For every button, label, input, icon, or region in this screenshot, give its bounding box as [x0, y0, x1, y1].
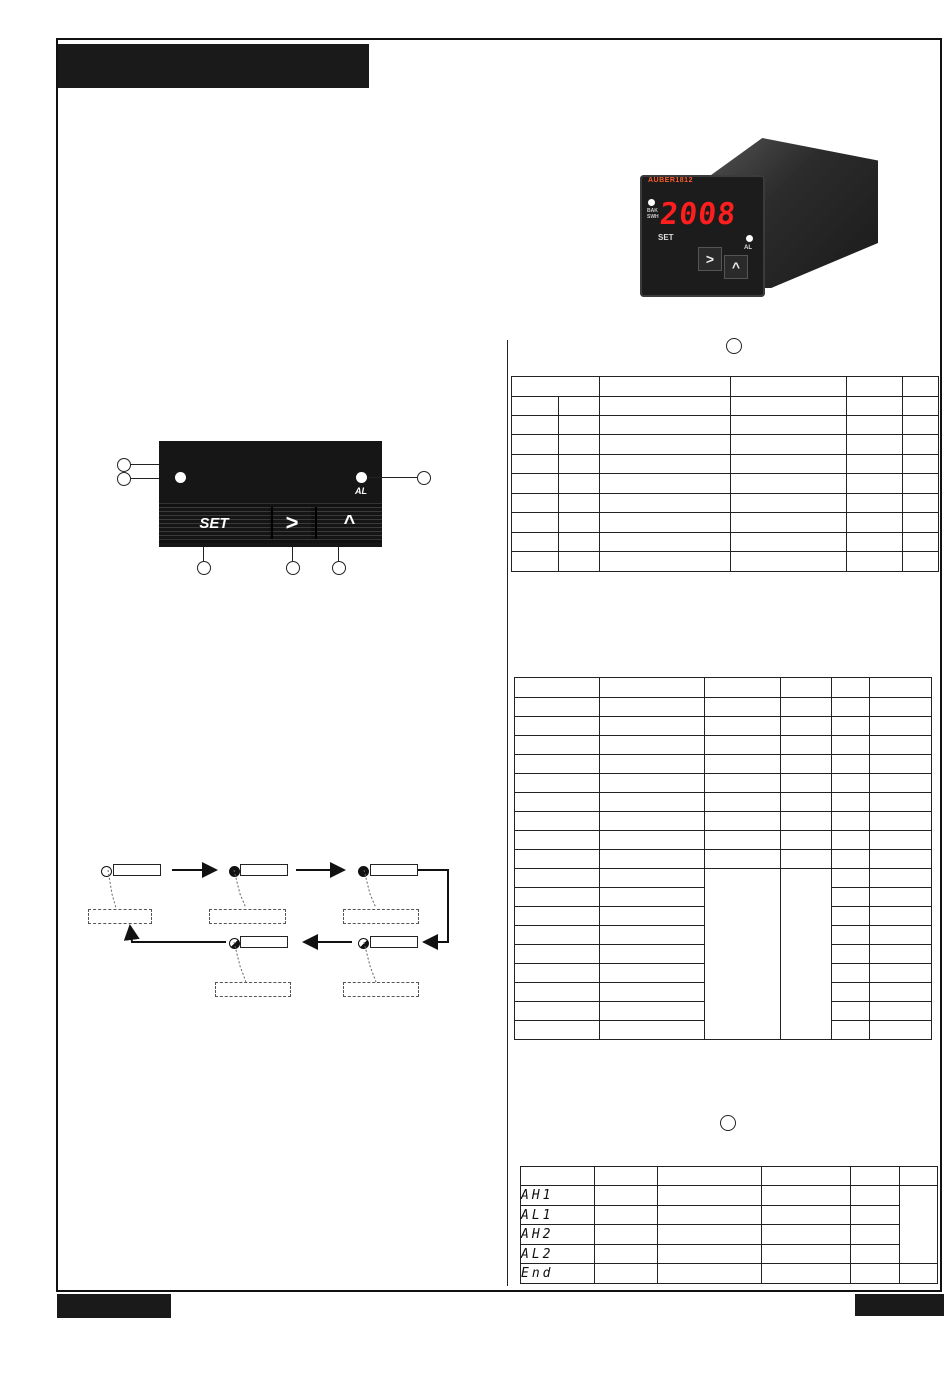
flow-arrows	[80, 850, 460, 1010]
callout-marker	[197, 561, 211, 575]
photo-al-label: AL	[744, 245, 752, 251]
table-row	[521, 1186, 938, 1206]
table-row	[515, 717, 932, 736]
section-marker	[720, 1115, 736, 1131]
shift-arrow-icon: >	[285, 510, 299, 535]
alarm-parameter-table	[520, 1166, 938, 1284]
table-row	[515, 698, 932, 717]
photo-shift-symbol: >	[705, 251, 715, 267]
table-row	[512, 474, 939, 494]
table-row	[515, 736, 932, 755]
callout-line	[292, 547, 293, 561]
parameter-code: AH2	[521, 1225, 595, 1245]
key-strip	[159, 503, 382, 543]
table-row	[512, 552, 939, 572]
callout-line	[338, 547, 339, 561]
photo-up-key	[724, 255, 748, 279]
table-header-row	[512, 377, 939, 397]
table-row	[521, 1206, 938, 1225]
footer-left-bar	[57, 1294, 171, 1318]
table-row	[515, 755, 932, 774]
photo-led-icon	[648, 199, 655, 206]
parameter-table-2	[514, 677, 932, 1040]
table-row	[512, 416, 939, 435]
callout-marker	[117, 472, 131, 486]
table-row	[512, 513, 939, 533]
alarm-led-label: AL	[355, 486, 367, 496]
table-row	[515, 812, 932, 831]
table-row	[512, 533, 939, 552]
parameter-table-1	[511, 376, 939, 572]
table-row	[512, 435, 939, 455]
photo-front-panel	[640, 175, 765, 297]
callout-marker	[286, 561, 300, 575]
table-row	[512, 397, 939, 416]
column-divider	[507, 340, 508, 1286]
table-row	[515, 869, 932, 888]
photo-shift-key	[698, 247, 722, 271]
parameter-code: AL1	[521, 1206, 595, 1225]
table-row	[515, 793, 932, 812]
callout-marker	[117, 458, 131, 472]
photo-led-label-line2: SWH	[647, 214, 659, 220]
table-row	[515, 850, 932, 869]
table-row	[512, 494, 939, 513]
photo-led-label	[647, 208, 659, 220]
photo-brand-label: AUBER1812	[648, 177, 693, 184]
table-row	[515, 831, 932, 850]
up-key[interactable]	[315, 507, 382, 539]
table-row	[521, 1225, 938, 1245]
section-title-bar	[58, 44, 369, 88]
parameter-code: AL2	[521, 1245, 595, 1264]
callout-line	[368, 477, 418, 478]
photo-led-label-line1: BAK	[647, 208, 658, 214]
callout-marker	[417, 471, 431, 485]
shift-key[interactable]	[271, 507, 311, 539]
table-header-row	[521, 1167, 938, 1186]
photo-up-symbol: ^	[731, 259, 741, 275]
callout-line	[203, 547, 204, 561]
set-key[interactable]	[159, 507, 269, 539]
table-header-row	[515, 678, 932, 698]
photo-display-value: 2008	[658, 197, 739, 232]
table-row	[515, 774, 932, 793]
alarm-led-icon	[356, 472, 367, 483]
parameter-code: End	[521, 1264, 595, 1284]
table-row	[521, 1264, 938, 1284]
up-arrow-icon: ^	[343, 511, 356, 534]
table-row	[512, 455, 939, 474]
table-row	[521, 1245, 938, 1264]
set-key-label: SET	[199, 514, 229, 532]
parameter-code: AH1	[521, 1186, 595, 1206]
callout-marker	[332, 561, 346, 575]
status-led-icon	[175, 472, 186, 483]
photo-set-label: SET	[658, 233, 674, 242]
photo-al-led-icon	[746, 235, 753, 242]
front-panel-diagram	[159, 441, 382, 547]
section-marker	[726, 338, 742, 354]
footer-right-bar	[855, 1294, 944, 1316]
